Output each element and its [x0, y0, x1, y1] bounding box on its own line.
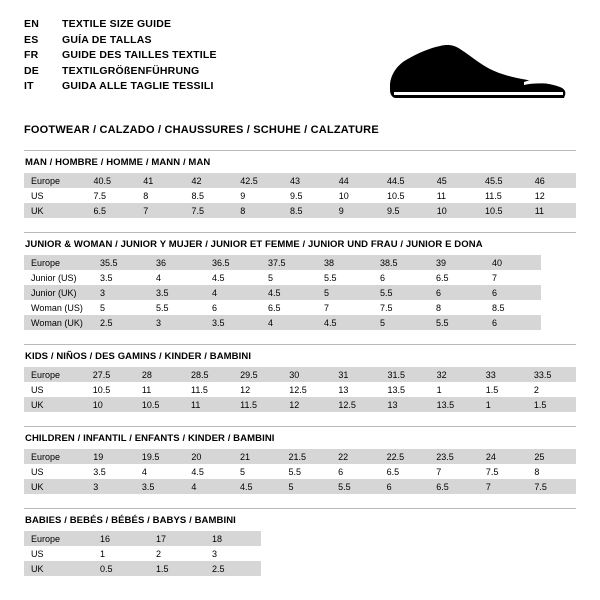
- size-cell: 8.5: [283, 203, 332, 218]
- row-label: UK: [24, 561, 93, 576]
- language-title-body: [24, 18, 217, 96]
- size-cell: 4: [149, 270, 205, 285]
- size-cell: 1.5: [527, 397, 576, 412]
- size-cell: 12: [233, 382, 282, 397]
- size-cell: 4.5: [317, 315, 373, 330]
- size-cell: 7.5: [184, 203, 233, 218]
- size-cell: 42.5: [233, 173, 283, 188]
- row-label: Woman (UK): [24, 315, 93, 330]
- size-cell: 22.5: [380, 449, 430, 464]
- size-table-body: [24, 531, 261, 576]
- table-row: [24, 285, 541, 300]
- shoe-sole-line: [394, 92, 563, 95]
- language-row: [24, 34, 217, 50]
- size-cell: 10.5: [380, 188, 430, 203]
- size-cell: 1: [430, 382, 479, 397]
- size-cell: 3: [86, 479, 135, 494]
- table-row: [24, 397, 576, 412]
- size-cell: 4: [205, 285, 261, 300]
- size-cell: 44.5: [380, 173, 430, 188]
- language-code: EN: [24, 18, 39, 30]
- size-table: [24, 173, 576, 218]
- size-cell: 11.5: [184, 382, 233, 397]
- size-table: [24, 449, 576, 494]
- size-cell: 4.5: [261, 285, 317, 300]
- size-group-title: CHILDREN / INFANTIL / ENFANTS / KINDER / BAMBINI: [25, 433, 275, 444]
- size-cell: 1: [93, 546, 149, 561]
- size-cell: 17: [149, 531, 205, 546]
- size-cell: 5.5: [282, 464, 332, 479]
- size-cell: 6.5: [429, 270, 485, 285]
- size-cell: 5: [233, 464, 282, 479]
- size-cell: 32: [430, 367, 479, 382]
- size-cell: 36: [149, 255, 205, 270]
- size-group-title: BABIES / BEBÉS / BÉBÉS / BABYS / BAMBINI: [25, 515, 236, 526]
- size-cell: 28: [135, 367, 184, 382]
- language-row: [24, 65, 217, 81]
- size-cell: 3.5: [205, 315, 261, 330]
- size-cell: 25: [527, 449, 576, 464]
- size-cell: 2: [527, 382, 576, 397]
- table-row: [24, 315, 541, 330]
- size-cell: 21.5: [282, 449, 332, 464]
- size-cell: 6: [205, 300, 261, 315]
- size-cell: 6: [485, 315, 541, 330]
- size-cell: 0.5: [93, 561, 149, 576]
- size-cell: 6: [331, 464, 380, 479]
- size-cell: 8: [527, 464, 576, 479]
- size-cell: 8: [233, 203, 283, 218]
- size-cell: 10.5: [86, 382, 135, 397]
- size-cell: 13: [331, 382, 380, 397]
- language-title: GUIDA ALLE TAGLIE TESSILI: [62, 80, 214, 92]
- table-row: [24, 173, 576, 188]
- language-code: FR: [24, 49, 39, 61]
- row-label: Europe: [24, 255, 93, 270]
- size-tables-container: [24, 150, 576, 576]
- size-cell: 7: [429, 464, 479, 479]
- table-row: [24, 449, 576, 464]
- row-label: Junior (UK): [24, 285, 93, 300]
- table-row: [24, 546, 261, 561]
- size-cell: 8: [429, 300, 485, 315]
- size-cell: 20: [184, 449, 233, 464]
- size-table: [24, 367, 576, 412]
- size-group: [24, 426, 576, 494]
- language-title: TEXTILE SIZE GUIDE: [62, 18, 172, 30]
- size-cell: 3.5: [93, 270, 149, 285]
- size-cell: 35.5: [93, 255, 149, 270]
- size-cell: 46: [528, 173, 576, 188]
- size-group-title: KIDS / NIÑOS / DES GAMINS / KINDER / BAMBINI: [25, 351, 252, 362]
- size-cell: 12.5: [331, 397, 380, 412]
- size-cell: 1.5: [149, 561, 205, 576]
- divider: [24, 344, 576, 345]
- size-cell: 7.5: [479, 464, 528, 479]
- table-row: [24, 382, 576, 397]
- row-label: Junior (US): [24, 270, 93, 285]
- size-cell: 36.5: [205, 255, 261, 270]
- size-cell: 2: [149, 546, 205, 561]
- row-label: Europe: [24, 367, 86, 382]
- size-cell: 5: [282, 479, 332, 494]
- size-cell: 7: [136, 203, 184, 218]
- size-cell: 10: [86, 397, 135, 412]
- table-row: [24, 255, 541, 270]
- size-cell: 6.5: [429, 479, 479, 494]
- size-group-title: MAN / HOMBRE / HOMME / MANN / MAN: [25, 157, 211, 168]
- language-row: [24, 80, 217, 96]
- size-cell: 6: [373, 270, 429, 285]
- size-table: [24, 255, 541, 330]
- size-cell: 6: [380, 479, 430, 494]
- size-cell: 37.5: [261, 255, 317, 270]
- size-cell: 38: [317, 255, 373, 270]
- size-cell: 6: [485, 285, 541, 300]
- size-cell: 11: [528, 203, 576, 218]
- size-cell: 30: [282, 367, 331, 382]
- size-cell: 3: [205, 546, 261, 561]
- size-cell: 6.5: [380, 464, 430, 479]
- language-code: DE: [24, 64, 39, 77]
- size-cell: 40: [485, 255, 541, 270]
- size-cell: 10: [332, 188, 380, 203]
- size-cell: 8: [136, 188, 184, 203]
- dress-shoe-icon: [382, 32, 572, 104]
- size-cell: 3: [93, 285, 149, 300]
- row-label: US: [24, 188, 86, 203]
- size-cell: 19.5: [135, 449, 185, 464]
- table-row: [24, 270, 541, 285]
- size-cell: 10.5: [135, 397, 184, 412]
- size-cell: 40.5: [86, 173, 136, 188]
- size-cell: 7: [317, 300, 373, 315]
- size-cell: 11: [184, 397, 233, 412]
- section-title: FOOTWEAR / CALZADO / CHAUSSURES / SCHUHE / CALZATURE: [24, 124, 379, 136]
- size-cell: 13: [381, 397, 430, 412]
- size-cell: 4: [135, 464, 185, 479]
- size-cell: 4.5: [205, 270, 261, 285]
- size-cell: 11.5: [233, 397, 282, 412]
- table-row: [24, 367, 576, 382]
- size-cell: 9.5: [380, 203, 430, 218]
- size-cell: 1.5: [479, 382, 527, 397]
- size-cell: 2.5: [205, 561, 261, 576]
- size-group-title: JUNIOR & WOMAN / JUNIOR Y MUJER / JUNIOR ET FEMME / JUNIOR UND FRAU / JUNIOR E DONA: [25, 239, 483, 250]
- size-cell: 6: [429, 285, 485, 300]
- size-cell: 2.5: [93, 315, 149, 330]
- size-table-body: [24, 255, 541, 330]
- size-cell: 3.5: [149, 285, 205, 300]
- size-table-body: [24, 173, 576, 218]
- table-row: [24, 561, 261, 576]
- size-cell: 44: [332, 173, 380, 188]
- table-row: [24, 531, 261, 546]
- size-cell: 4: [261, 315, 317, 330]
- size-cell: 7: [485, 270, 541, 285]
- size-cell: 3.5: [86, 464, 135, 479]
- size-group: [24, 508, 576, 576]
- size-cell: 27.5: [86, 367, 135, 382]
- size-cell: 4.5: [233, 479, 282, 494]
- size-table-body: [24, 367, 576, 412]
- size-cell: 23.5: [429, 449, 479, 464]
- table-row: [24, 300, 541, 315]
- size-cell: 45: [430, 173, 478, 188]
- size-cell: 12: [282, 397, 331, 412]
- size-cell: 5: [317, 285, 373, 300]
- table-row: [24, 203, 576, 218]
- language-title: GUIDE DES TAILLES TEXTILE: [62, 49, 217, 61]
- size-cell: 16: [93, 531, 149, 546]
- size-cell: 4: [184, 479, 233, 494]
- size-cell: 38.5: [373, 255, 429, 270]
- size-cell: 5: [261, 270, 317, 285]
- table-row: [24, 188, 576, 203]
- size-cell: 10.5: [478, 203, 528, 218]
- size-group: [24, 344, 576, 412]
- size-cell: 4.5: [184, 464, 233, 479]
- size-cell: 3: [149, 315, 205, 330]
- size-cell: 24: [479, 449, 528, 464]
- row-label: Europe: [24, 531, 93, 546]
- size-cell: 5: [93, 300, 149, 315]
- size-group: [24, 232, 576, 330]
- row-label: US: [24, 464, 86, 479]
- divider: [24, 232, 576, 233]
- size-cell: 9: [233, 188, 283, 203]
- size-cell: 31: [331, 367, 380, 382]
- size-cell: 18: [205, 531, 261, 546]
- size-cell: 5.5: [149, 300, 205, 315]
- size-cell: 29.5: [233, 367, 282, 382]
- size-cell: 41: [136, 173, 184, 188]
- size-cell: 10: [430, 203, 478, 218]
- row-label: Europe: [24, 449, 86, 464]
- size-cell: 28.5: [184, 367, 233, 382]
- row-label: UK: [24, 479, 86, 494]
- size-cell: 7.5: [373, 300, 429, 315]
- size-cell: 7.5: [527, 479, 576, 494]
- shoe-body: [390, 45, 565, 98]
- language-code: ES: [24, 33, 39, 46]
- size-table-body: [24, 449, 576, 494]
- size-cell: 33: [479, 367, 527, 382]
- size-cell: 5.5: [331, 479, 380, 494]
- size-cell: 11.5: [478, 188, 528, 203]
- size-cell: 33.5: [527, 367, 576, 382]
- size-cell: 12.5: [282, 382, 331, 397]
- size-cell: 8.5: [485, 300, 541, 315]
- size-group: [24, 150, 576, 218]
- size-cell: 1: [479, 397, 527, 412]
- size-cell: 42: [184, 173, 233, 188]
- size-cell: 31.5: [381, 367, 430, 382]
- size-cell: 3.5: [135, 479, 185, 494]
- size-cell: 5.5: [429, 315, 485, 330]
- size-cell: 6.5: [86, 203, 136, 218]
- size-cell: 11: [135, 382, 184, 397]
- size-cell: 13.5: [430, 397, 479, 412]
- size-cell: 9.5: [283, 188, 332, 203]
- row-label: Woman (US): [24, 300, 93, 315]
- size-cell: 12: [528, 188, 576, 203]
- size-cell: 6.5: [261, 300, 317, 315]
- size-cell: 21: [233, 449, 282, 464]
- size-cell: 11: [430, 188, 478, 203]
- table-row: [24, 479, 576, 494]
- divider: [24, 426, 576, 427]
- divider: [24, 508, 576, 509]
- table-row: [24, 464, 576, 479]
- row-label: US: [24, 382, 86, 397]
- divider: [24, 150, 576, 151]
- size-cell: 7: [479, 479, 528, 494]
- size-cell: 45.5: [478, 173, 528, 188]
- language-title: TEXTILGRÖßENFÜHRUNG: [62, 64, 200, 77]
- size-cell: 8.5: [184, 188, 233, 203]
- row-label: US: [24, 546, 93, 561]
- document-header: [24, 18, 576, 110]
- language-title-list: [24, 18, 217, 96]
- size-cell: 19: [86, 449, 135, 464]
- row-label: Europe: [24, 173, 86, 188]
- size-table: [24, 531, 261, 576]
- language-row: [24, 18, 217, 34]
- row-label: UK: [24, 397, 86, 412]
- size-cell: 22: [331, 449, 380, 464]
- size-cell: 43: [283, 173, 332, 188]
- size-cell: 5.5: [317, 270, 373, 285]
- row-label: UK: [24, 203, 86, 218]
- language-title: GUÍA DE TALLAS: [62, 33, 152, 46]
- language-row: [24, 49, 217, 65]
- size-cell: 9: [332, 203, 380, 218]
- size-cell: 5: [373, 315, 429, 330]
- language-code: IT: [24, 80, 34, 92]
- size-cell: 13.5: [381, 382, 430, 397]
- size-cell: 7.5: [86, 188, 136, 203]
- size-cell: 5.5: [373, 285, 429, 300]
- size-cell: 39: [429, 255, 485, 270]
